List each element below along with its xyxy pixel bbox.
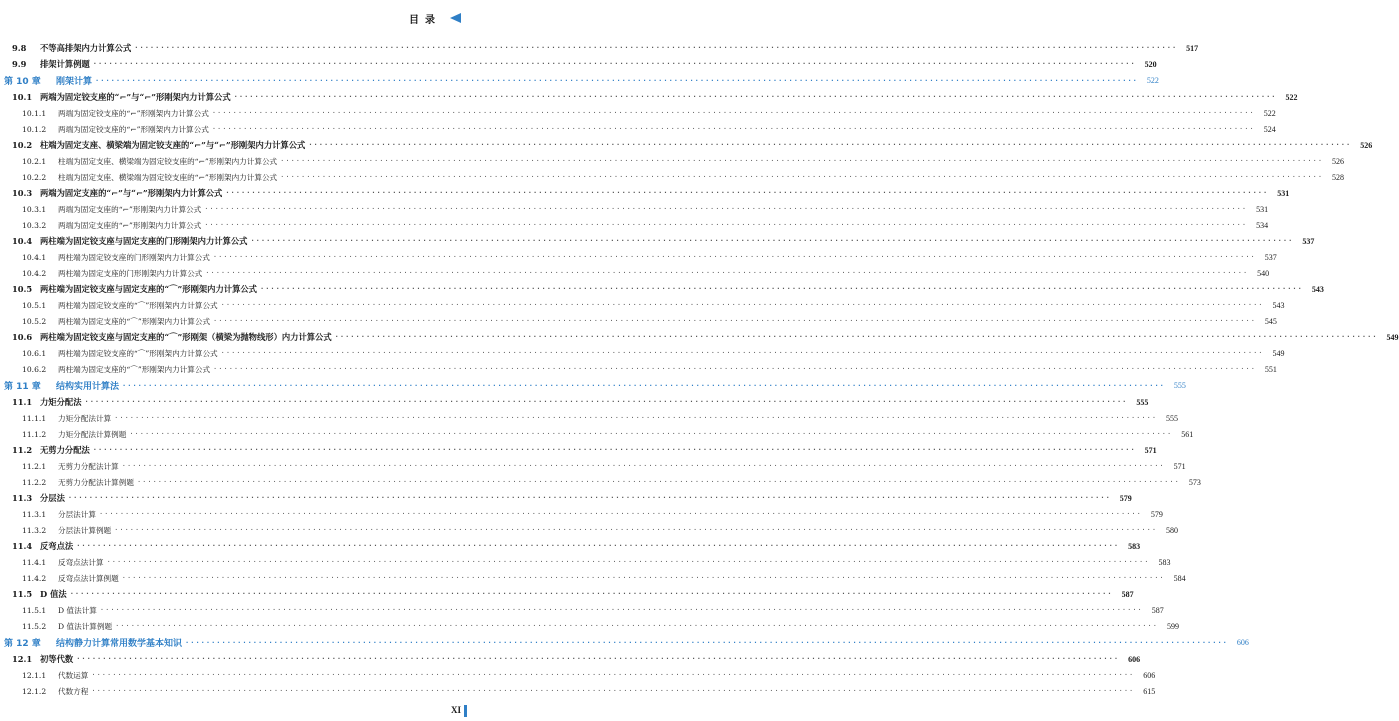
toc-entry-number: 10.5 — [12, 284, 33, 294]
toc-entry-title: 无剪力分配法 — [40, 445, 90, 455]
toc-subsection-entry[interactable] — [0, 602, 1164, 618]
toc-section-entry[interactable] — [0, 538, 1141, 554]
page-accent-bar — [464, 705, 467, 717]
toc-entry-number: 10.6 — [12, 332, 33, 342]
toc-entry-title: 反弯点法计算例题 — [58, 573, 119, 583]
toc-section-entry[interactable] — [0, 137, 1373, 153]
toc-page-number: 584 — [1173, 573, 1186, 583]
toc-entry-title: 代数方程 — [58, 686, 89, 696]
toc-leader-dots: ········································································································································································································ — [213, 317, 1256, 325]
toc-entry-title: 两端为固定铰支座的“⌐”形刚架内力计算公式 — [58, 108, 209, 118]
toc-leader-dots: ········································································································································································································ — [134, 44, 1178, 52]
toc-entry-title: 力矩分配法计算例题 — [58, 429, 127, 439]
toc-entry-number: 12.1 — [12, 654, 33, 664]
toc-page-number: 520 — [1144, 59, 1157, 69]
toc-subsection-entry[interactable] — [0, 667, 1156, 683]
toc-entry-title: 初等代数 — [40, 654, 74, 664]
toc-page-number: 528 — [1332, 172, 1345, 182]
toc-entry-number: 11.3.1 — [22, 509, 47, 519]
toc-entry-label — [12, 396, 82, 408]
toc-section-entry[interactable] — [0, 329, 1399, 345]
toc-subsection-entry[interactable] — [0, 153, 1345, 169]
toc-page-number: 537 — [1302, 236, 1315, 246]
page-footer — [439, 701, 469, 721]
toc-subsection-entry[interactable] — [0, 506, 1163, 522]
toc-page-number: 549 — [1272, 348, 1285, 358]
toc-entry-label — [12, 540, 73, 552]
toc-entry-title: 无剪力分配法计算 — [58, 461, 119, 471]
toc-entry-number: 10.2.2 — [22, 172, 47, 182]
toc-page-number: 531 — [1256, 204, 1269, 214]
toc-entry-title: 两柱端为固定铰支座与固定支座的“⌒”形刚架（横梁为抛物线形）内力计算公式 — [40, 332, 332, 342]
toc-entry-title: 排架计算例题 — [40, 59, 90, 69]
toc-entry-label — [12, 588, 67, 600]
toc-entry-title: 两柱端为固定铰支座的“⌒”形刚架内力计算公式 — [58, 300, 218, 310]
toc-leader-dots: ········································································································································································································ — [91, 687, 1135, 695]
toc-entry-title: 反弯点法计算 — [58, 557, 104, 567]
toc-entry-title: 无剪力分配法计算例题 — [58, 477, 134, 487]
toc-leader-dots: ········································································································································································································ — [95, 76, 1138, 85]
toc-leader-dots: ········································································································································································································ — [204, 221, 1248, 229]
toc-subsection-entry[interactable] — [0, 217, 1269, 233]
toc-entry-label — [4, 379, 119, 392]
toc-entry-number: 10.1.2 — [22, 124, 47, 134]
toc-entry-title: 两柱端为固定铰支座与固定支座的门形刚架内力计算公式 — [40, 236, 248, 246]
toc-page-number: 583 — [1158, 557, 1171, 567]
toc-page-number: 543 — [1311, 284, 1324, 294]
toc-subsection-entry[interactable] — [0, 618, 1179, 634]
toc-entry-number: 10.6.1 — [22, 348, 47, 358]
toc-entry-title: D 值法计算 — [58, 605, 97, 615]
toc-subsection-entry[interactable] — [0, 201, 1269, 217]
toc-entry-number: 10.2.1 — [22, 156, 47, 166]
toc-entry-label — [22, 364, 210, 375]
toc-entry-number: 第 10 章 — [4, 77, 41, 87]
toc-leader-dots: ········································································································································································································ — [308, 141, 1352, 149]
toc-entry-number: 11.5.1 — [22, 605, 47, 615]
toc-entry-number: 11.1.2 — [22, 429, 47, 439]
toc-entry-label — [22, 477, 134, 488]
toc-leader-dots: ········································································································································································································ — [115, 622, 1158, 630]
toc-entry-label — [22, 300, 218, 311]
toc-leader-dots: ········································································································································································································ — [98, 510, 1142, 518]
toc-section-entry[interactable] — [0, 56, 1157, 72]
toc-page-number: 531 — [1277, 188, 1290, 198]
toc-entry-number: 10.3.2 — [22, 220, 47, 230]
toc-entry-title: 刚架计算 — [56, 77, 93, 87]
toc-page-number: 517 — [1186, 43, 1199, 53]
toc-entry-title: 力矩分配法 — [40, 397, 82, 407]
toc-entry-label — [12, 187, 222, 199]
toc-entry-label — [22, 573, 119, 584]
toc-entry-number: 10.6.2 — [22, 364, 47, 374]
toc-entry-title: 柱端为固定支座、横梁端为固定铰支座的“⌐”形刚架内力计算公式 — [58, 172, 278, 182]
toc-leader-dots: ········································································································································································································ — [122, 381, 1165, 390]
toc-entry-number: 11.4.2 — [22, 573, 47, 583]
toc-entry-number: 9.8 — [12, 43, 27, 53]
toc-subsection-entry[interactable] — [0, 361, 1277, 377]
toc-page-number: 522 — [1285, 92, 1298, 102]
toc-entry-title: 两端为固定支座的“⌐”形刚架内力计算公式 — [58, 220, 202, 230]
toc-entry-label — [22, 108, 209, 119]
toc-entry-title: D 值法计算例题 — [58, 621, 113, 631]
toc-page-number: 599 — [1166, 621, 1179, 631]
toc-subsection-entry[interactable] — [0, 522, 1179, 538]
toc-section-entry[interactable] — [0, 281, 1324, 297]
toc-leader-dots: ········································································································································································································ — [259, 285, 1303, 293]
toc-page-number: 555 — [1136, 397, 1149, 407]
toc-page-number: 606 — [1143, 670, 1156, 680]
toc-entry-title: 两柱端为固定铰支座的门形刚架内力计算公式 — [58, 252, 210, 262]
toc-entry-number: 12.1.1 — [22, 670, 47, 680]
toc-entry-title: 两柱端为固定支座的“⌒”形刚架内力计算公式 — [58, 364, 211, 374]
toc-entry-title: 柱端为固定支座、横梁端为固定铰支座的“⌐”与“⌐”形刚架内力计算公式 — [40, 140, 306, 150]
toc-entry-title: 两端为固定铰支座的“⌐”与“⌐”形刚架内力计算公式 — [40, 92, 231, 102]
toc-page-number: 561 — [1181, 429, 1194, 439]
toc-entry-label — [4, 636, 182, 649]
toc-entry-title: 不等高排架内力计算公式 — [40, 43, 132, 53]
toc-page-number: 571 — [1144, 445, 1157, 455]
toc-page-number: 551 — [1264, 364, 1277, 374]
toc-page-number: 587 — [1151, 605, 1164, 615]
toc-entry-number: 11.5 — [12, 589, 33, 599]
toc-page-number: 549 — [1386, 332, 1399, 342]
toc-chapter-entry[interactable] — [0, 634, 1249, 651]
toc-leader-dots: ········································································································································································································ — [129, 430, 1173, 438]
toc-entry-label — [12, 653, 73, 665]
toc-subsection-entry[interactable] — [0, 554, 1171, 570]
toc-entry-title: 结构静力计算常用数学基本知识 — [56, 639, 183, 649]
toc-section-entry[interactable] — [0, 586, 1134, 602]
toc-chapter-entry[interactable] — [0, 377, 1186, 394]
toc-leader-dots: ········································································································································································································ — [84, 398, 1128, 406]
toc-leader-dots: ········································································································································································································ — [280, 173, 1324, 181]
toc-page-number: 571 — [1173, 461, 1186, 471]
toc-section-entry[interactable] — [0, 651, 1141, 667]
toc-entry-number: 10.1 — [12, 92, 33, 102]
toc-page-number: 587 — [1121, 589, 1134, 599]
toc-section-entry[interactable] — [0, 394, 1149, 410]
toc-entry-number: 第 11 章 — [4, 382, 41, 392]
toc-leader-dots: ········································································································································································································ — [76, 655, 1120, 663]
toc-entry-title: 两端为固定支座的“⌐”与“⌐”形刚架内力计算公式 — [40, 188, 223, 198]
toc-page-number: 522 — [1146, 76, 1159, 85]
toc-page-number: 555 — [1173, 381, 1186, 390]
toc-chapter-entry[interactable] — [0, 72, 1159, 89]
toc-entry-title: D 值法 — [40, 589, 67, 599]
toc-section-entry[interactable] — [0, 233, 1315, 249]
toc-section-entry[interactable] — [0, 89, 1298, 105]
toc-entry-label — [22, 124, 209, 135]
toc-entry-label — [22, 557, 104, 568]
toc-page-number: 540 — [1257, 268, 1270, 278]
toc-entry-number: 10.3 — [12, 188, 33, 198]
toc-entry-label — [22, 525, 111, 536]
toc-leader-dots: ········································································································································································································ — [121, 462, 1165, 470]
toc-subsection-entry[interactable] — [0, 265, 1270, 281]
toc-entry-title: 两端为固定铰支座的“⌐”形刚架内力计算公式 — [58, 124, 209, 134]
toc-entry-label — [22, 670, 88, 681]
toc-entry-number: 11.3.2 — [22, 525, 47, 535]
toc-page-number: 537 — [1264, 252, 1277, 262]
toc-leader-dots: ········································································································································································································ — [220, 301, 1264, 309]
toc-entry-number: 第 12 章 — [4, 639, 41, 649]
toc-entry-title: 两柱端为固定铰支座与固定支座的“⌒”形刚架内力计算公式 — [40, 284, 257, 294]
toc-page-number: 526 — [1332, 156, 1345, 166]
toc-entry-number: 10.4.2 — [22, 268, 47, 278]
toc-entry-label — [12, 58, 90, 70]
toc-entry-label — [12, 331, 332, 343]
toc-leader-dots: ········································································································································································································ — [114, 526, 1158, 534]
toc-subsection-entry[interactable] — [0, 458, 1186, 474]
toc-entry-title: 柱端为固定支座、横梁端为固定铰支座的“⌐”形刚架内力计算公式 — [58, 156, 278, 166]
toc-entry-number: 11.2.2 — [22, 477, 47, 487]
toc-entry-title: 代数运算 — [58, 670, 89, 680]
toc-entry-title: 两端为固定支座的“⌐”形刚架内力计算公式 — [58, 204, 202, 214]
toc-leader-dots: ········································································································································································································ — [92, 446, 1136, 454]
toc-entry-label — [12, 283, 257, 295]
toc-entry-number: 10.4 — [12, 236, 33, 246]
toc-entry-title: 两柱端为固定铰支座的“⌒”形刚架内力计算公式 — [58, 348, 218, 358]
toc-subsection-entry[interactable] — [0, 297, 1285, 313]
toc-leader-dots: ········································································································································································································ — [106, 558, 1150, 566]
toc-leader-dots: ········································································································································································································ — [121, 574, 1165, 582]
toc-subsection-entry[interactable] — [0, 410, 1179, 426]
toc-entry-title: 分层法计算例题 — [58, 525, 112, 535]
toc-entry-label — [22, 686, 88, 697]
toc-page-number: 606 — [1128, 654, 1141, 664]
toc-entry-label — [22, 268, 202, 279]
page-number: XI — [450, 705, 461, 715]
toc-page-number: 543 — [1272, 300, 1285, 310]
toc-leader-dots: ········································································································································································································ — [334, 333, 1378, 341]
toc-entry-label — [22, 316, 210, 327]
toc-entry-label — [12, 91, 231, 103]
toc-entry-label — [12, 42, 131, 54]
toc-leader-dots: ········································································································································································································ — [185, 638, 1228, 647]
toc-page-number: 526 — [1360, 140, 1373, 150]
toc-page-number: 545 — [1264, 316, 1277, 326]
toc-leader-dots: ········································································································································································································ — [212, 253, 1256, 261]
toc-subsection-entry[interactable] — [0, 570, 1186, 586]
toc-entry-label — [22, 220, 201, 231]
toc-entry-label — [22, 413, 111, 424]
toc-entry-label — [22, 204, 201, 215]
toc-entry-number: 9.9 — [12, 59, 27, 69]
toc-leader-dots: ········································································································································································································ — [250, 237, 1294, 245]
toc-entry-number: 10.4.1 — [22, 252, 47, 262]
toc-entry-label — [22, 252, 210, 263]
toc-entry-title: 分层法计算 — [58, 509, 96, 519]
header-title: 目录 — [409, 15, 441, 26]
table-of-contents — [0, 40, 1399, 699]
toc-entry-title: 反弯点法 — [40, 541, 74, 551]
toc-page-number: 534 — [1256, 220, 1269, 230]
toc-entry-label — [22, 621, 112, 632]
toc-subsection-entry[interactable] — [0, 169, 1345, 185]
toc-entry-number: 10.5.2 — [22, 316, 47, 326]
toc-page-number: 579 — [1150, 509, 1163, 519]
toc-entry-title: 结构实用计算法 — [56, 382, 120, 392]
toc-entry-number: 10.2 — [12, 140, 33, 150]
toc-entry-number: 10.5.1 — [22, 300, 47, 310]
toc-page-number: 606 — [1236, 638, 1249, 647]
triangle-marker-icon — [450, 13, 461, 23]
toc-subsection-entry[interactable] — [0, 105, 1276, 121]
toc-entry-label — [12, 444, 90, 456]
toc-entry-title: 两柱端为固定支座的门形刚架内力计算公式 — [58, 268, 203, 278]
toc-entry-number: 11.1 — [12, 397, 33, 407]
toc-leader-dots: ········································································································································································································ — [280, 157, 1324, 165]
toc-leader-dots: ········································································································································································································ — [225, 189, 1269, 197]
toc-page-number: 555 — [1166, 413, 1179, 423]
toc-entry-number: 10.1.1 — [22, 108, 47, 118]
toc-entry-title: 力矩分配法计算 — [58, 413, 112, 423]
toc-leader-dots: ········································································································································································································ — [136, 478, 1180, 486]
toc-leader-dots: ········································································································································································································ — [76, 542, 1120, 550]
toc-entry-label — [22, 172, 277, 183]
toc-subsection-entry[interactable] — [0, 474, 1201, 490]
toc-entry-label — [22, 156, 277, 167]
toc-entry-label — [22, 461, 119, 472]
toc-entry-number: 11.2 — [12, 445, 33, 455]
toc-entry-number: 11.2.1 — [22, 461, 47, 471]
toc-entry-label — [22, 429, 126, 440]
toc-page-number: 580 — [1166, 525, 1179, 535]
toc-entry-title: 两柱端为固定支座的“⌒”形刚架内力计算公式 — [58, 316, 211, 326]
toc-page-number: 615 — [1143, 686, 1156, 696]
toc-page-number: 573 — [1188, 477, 1201, 487]
toc-entry-title: 分层法 — [40, 493, 65, 503]
toc-page-number: 579 — [1119, 493, 1132, 503]
toc-entry-number: 11.4 — [12, 541, 33, 551]
toc-section-entry[interactable] — [0, 490, 1132, 506]
toc-leader-dots: ········································································································································································································ — [67, 494, 1111, 502]
toc-leader-dots: ········································································································································································································ — [211, 125, 1255, 133]
toc-entry-number: 11.1.1 — [22, 413, 47, 423]
toc-leader-dots: ········································································································································································································ — [92, 60, 1136, 68]
toc-entry-label — [12, 492, 65, 504]
page-header — [0, 0, 469, 34]
toc-entry-number: 10.3.1 — [22, 204, 47, 214]
toc-leader-dots: ········································································································································································································ — [204, 205, 1248, 213]
toc-subsection-entry[interactable] — [0, 249, 1277, 265]
toc-leader-dots: ········································································································································································································ — [114, 414, 1158, 422]
toc-entry-number: 11.3 — [12, 493, 33, 503]
toc-leader-dots: ········································································································································································································ — [205, 269, 1249, 277]
toc-subsection-entry[interactable] — [0, 345, 1285, 361]
toc-entry-number: 11.5.2 — [22, 621, 47, 631]
toc-page-number: 522 — [1263, 108, 1276, 118]
toc-subsection-entry[interactable] — [0, 313, 1277, 329]
toc-leader-dots: ········································································································································································································ — [233, 93, 1277, 101]
toc-entry-label — [12, 139, 305, 151]
toc-entry-label — [4, 74, 92, 87]
toc-leader-dots: ········································································································································································································ — [220, 349, 1264, 357]
toc-subsection-entry[interactable] — [0, 683, 1156, 699]
toc-subsection-entry[interactable] — [0, 426, 1194, 442]
toc-entry-label — [22, 509, 96, 520]
toc-page-number: 583 — [1128, 541, 1141, 551]
toc-section-entry[interactable] — [0, 40, 1199, 56]
toc-subsection-entry[interactable] — [0, 121, 1276, 137]
toc-entry-number: 12.1.2 — [22, 686, 47, 696]
toc-entry-label — [12, 235, 247, 247]
toc-entry-label — [22, 348, 218, 359]
toc-section-entry[interactable] — [0, 185, 1290, 201]
toc-page-number: 524 — [1263, 124, 1276, 134]
toc-leader-dots: ········································································································································································································ — [99, 606, 1143, 614]
toc-leader-dots: ········································································································································································································ — [91, 671, 1135, 679]
toc-leader-dots: ········································································································································································································ — [69, 590, 1113, 598]
toc-entry-number: 11.4.1 — [22, 557, 47, 567]
toc-section-entry[interactable] — [0, 442, 1157, 458]
toc-entry-label — [22, 605, 97, 616]
toc-leader-dots: ········································································································································································································ — [211, 109, 1255, 117]
toc-leader-dots: ········································································································································································································ — [213, 365, 1256, 373]
